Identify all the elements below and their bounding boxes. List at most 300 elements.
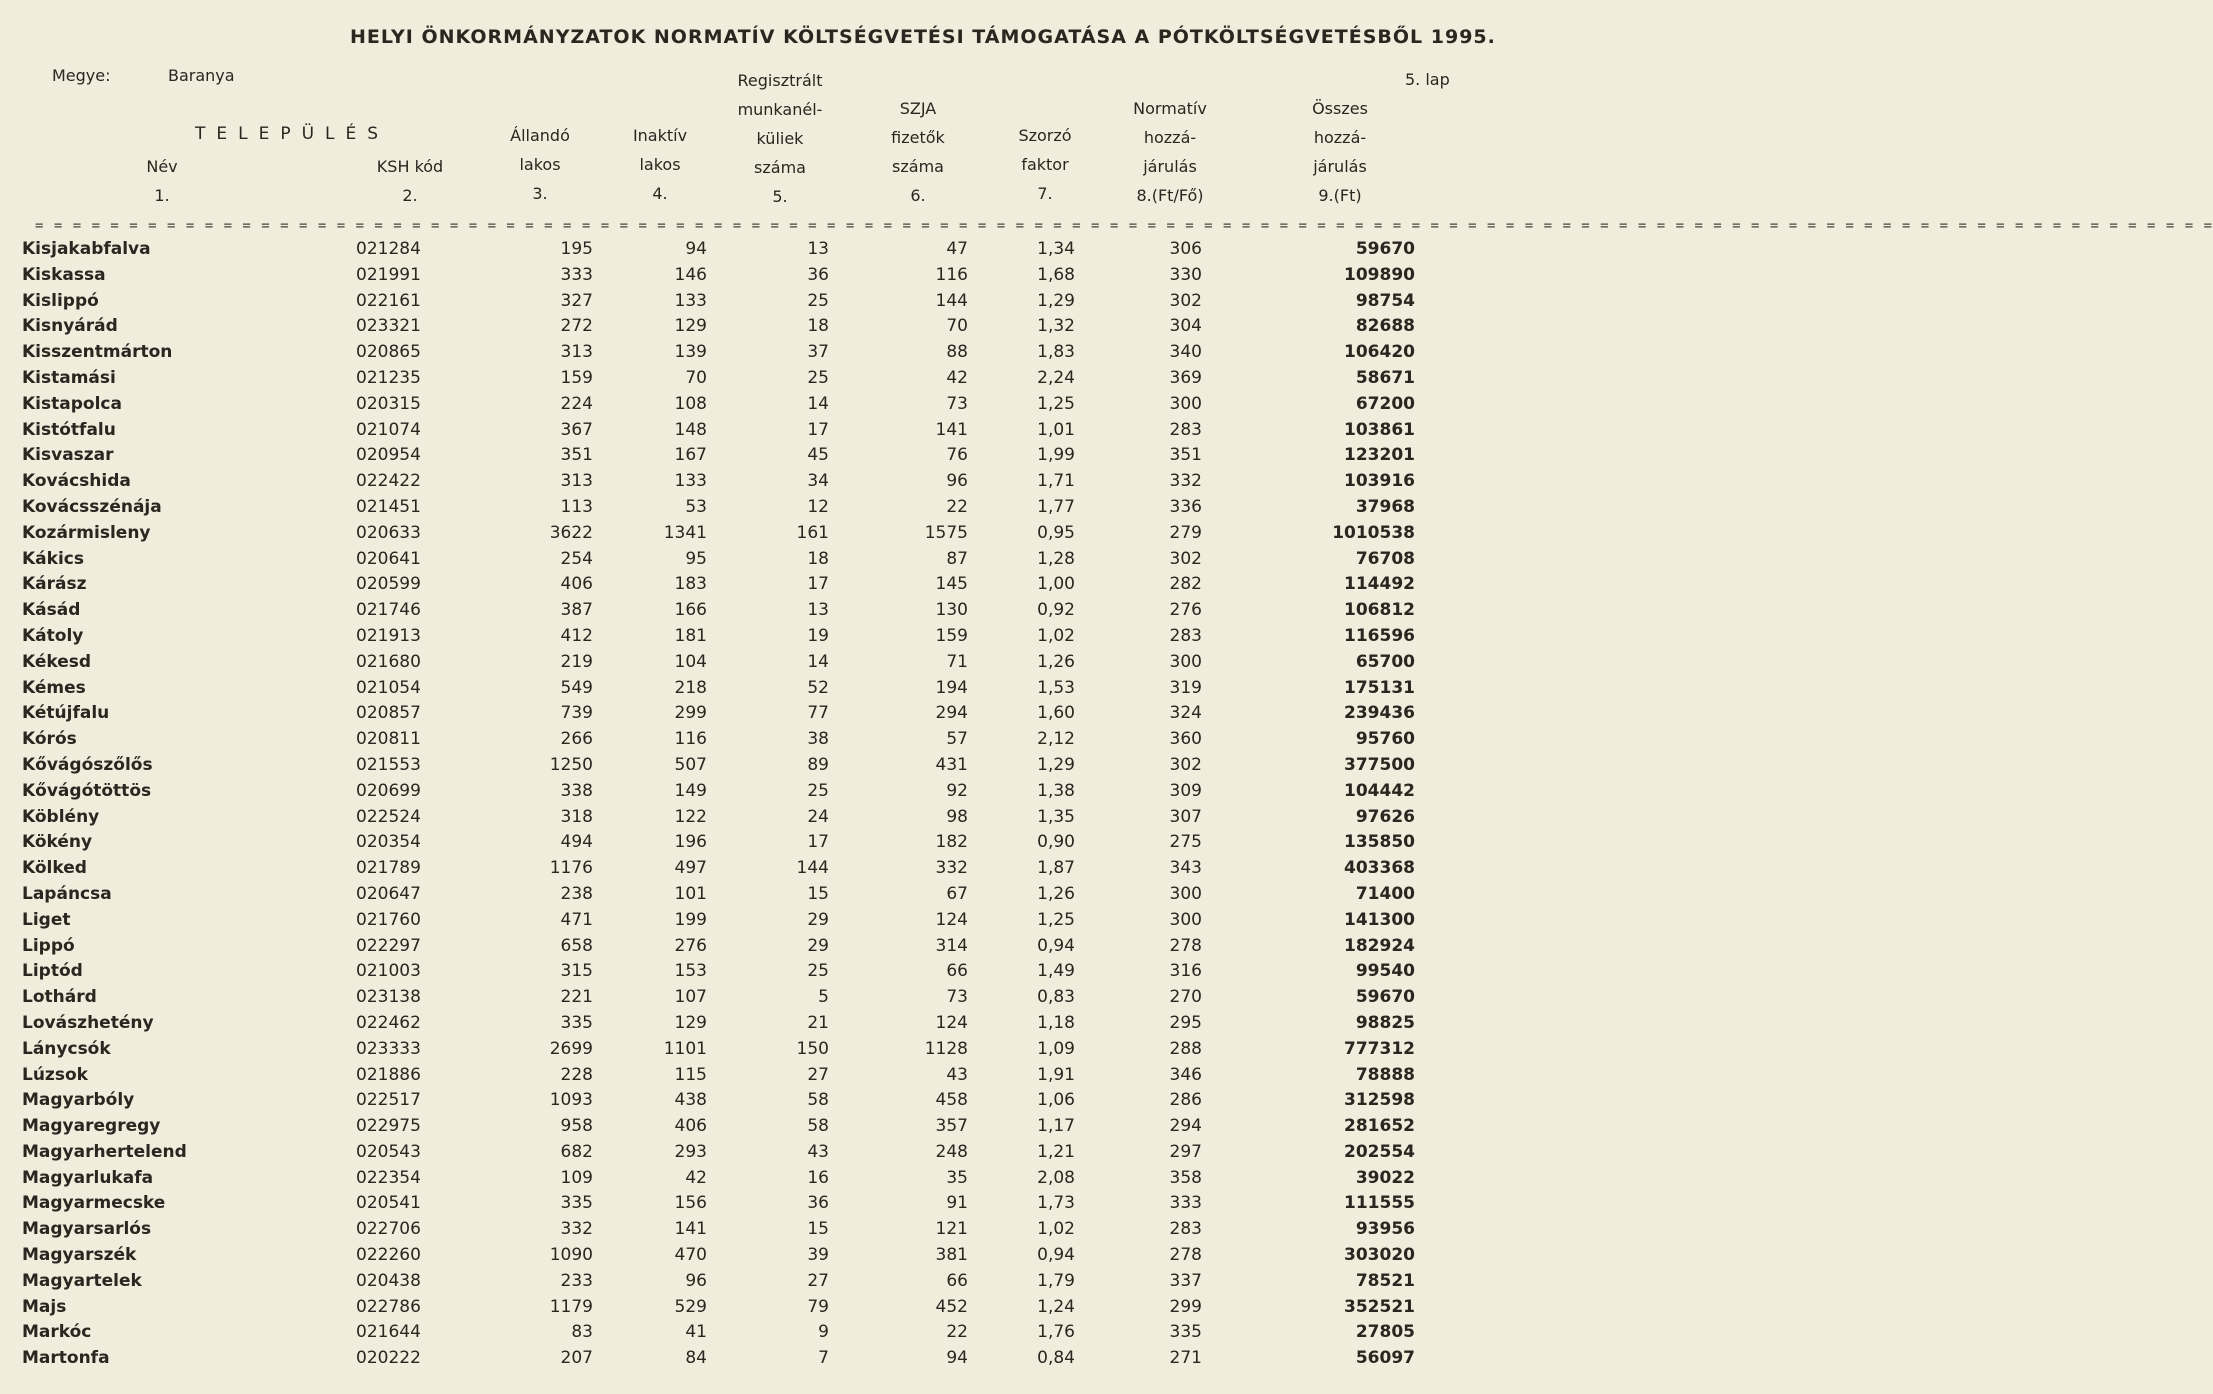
cell-allando: 224: [560, 393, 593, 414]
cell-ksh: 021789: [356, 858, 421, 879]
cell-ksh: 021054: [356, 677, 421, 698]
cell-szorzo: 1,18: [1037, 1012, 1075, 1033]
cell-regisztralt: 36: [807, 1193, 829, 1214]
cell-inaktiv: 276: [674, 935, 707, 956]
cell-szorzo: 1,02: [1037, 1219, 1075, 1240]
cell-osszes: 59670: [1355, 987, 1415, 1008]
cell-ksh: 022517: [356, 1090, 421, 1111]
cell-nev: Lippó: [22, 935, 75, 956]
header-szja: SZJA fizetők száma 6.: [891, 99, 945, 205]
cell-szja: 35: [946, 1167, 968, 1188]
cell-normativ: 340: [1169, 342, 1202, 363]
cell-szja: 22: [946, 496, 968, 517]
cell-szja: 1575: [924, 522, 968, 543]
cell-allando: 219: [560, 651, 593, 672]
cell-nev: Lovászhetény: [22, 1012, 154, 1033]
cell-regisztralt: 77: [807, 703, 829, 724]
cell-inaktiv: 101: [674, 883, 707, 904]
cell-nev: Kővágószőlős: [22, 754, 153, 775]
cell-szja: 452: [935, 1296, 968, 1317]
cell-szja: 73: [946, 393, 968, 414]
cell-szja: 1128: [924, 1038, 968, 1059]
table-row: [0, 597, 1579, 623]
cell-normativ: 360: [1169, 729, 1202, 750]
cell-szja: 71: [946, 651, 968, 672]
header-inaktiv: Inaktív lakos 4.: [632, 126, 688, 203]
cell-regisztralt: 52: [807, 677, 829, 698]
cell-osszes: 93956: [1355, 1219, 1415, 1240]
cell-nev: Kozármisleny: [22, 522, 151, 543]
cell-osszes: 303020: [1344, 1245, 1415, 1266]
cell-szja: 182: [935, 832, 968, 853]
cell-szja: 357: [935, 1116, 968, 1137]
cell-regisztralt: 36: [807, 264, 829, 285]
table-row: [0, 520, 1579, 546]
table-row: [0, 1010, 1579, 1036]
cell-szja: 66: [946, 961, 968, 982]
cell-ksh: 022786: [356, 1296, 421, 1317]
cell-szja: 88: [946, 342, 968, 363]
cell-inaktiv: 149: [674, 780, 707, 801]
cell-regisztralt: 21: [807, 1012, 829, 1033]
cell-ksh: 022422: [356, 471, 421, 492]
table-row: [0, 855, 1579, 881]
cell-regisztralt: 25: [807, 780, 829, 801]
cell-osszes: 104442: [1344, 780, 1415, 801]
table-body: [0, 236, 1579, 1371]
cell-inaktiv: 166: [674, 600, 707, 621]
cell-normativ: 288: [1169, 1038, 1202, 1059]
cell-allando: 412: [560, 625, 593, 646]
cell-ksh: 022975: [356, 1116, 421, 1137]
cell-regisztralt: 17: [807, 574, 829, 595]
cell-normativ: 358: [1169, 1167, 1202, 1188]
cell-szja: 66: [946, 1270, 968, 1291]
cell-ksh: 021451: [356, 496, 421, 517]
cell-regisztralt: 144: [796, 858, 829, 879]
table-row: [0, 881, 1579, 907]
cell-regisztralt: 161: [796, 522, 829, 543]
table-row: [0, 1242, 1579, 1268]
cell-osszes: 281652: [1344, 1116, 1415, 1137]
cell-nev: Kémes: [22, 677, 86, 698]
cell-osszes: 135850: [1344, 832, 1415, 853]
cell-szja: 332: [935, 858, 968, 879]
table-row: [0, 236, 1579, 262]
cell-allando: 406: [560, 574, 593, 595]
cell-ksh: 022354: [356, 1167, 421, 1188]
cell-nev: Kisjakabfalva: [22, 239, 151, 259]
cell-nev: Majs: [22, 1296, 67, 1317]
cell-szja: 87: [946, 548, 968, 569]
cell-osszes: 109890: [1344, 264, 1415, 285]
cell-szorzo: 1,26: [1037, 883, 1075, 904]
cell-normativ: 278: [1169, 935, 1202, 956]
cell-szja: 43: [946, 1064, 968, 1085]
table-row: [0, 1113, 1579, 1139]
cell-ksh: 022462: [356, 1012, 421, 1033]
cell-osszes: 56097: [1355, 1348, 1415, 1369]
cell-regisztralt: 15: [807, 1219, 829, 1240]
cell-ksh: 022524: [356, 806, 421, 827]
cell-ksh: 021074: [356, 419, 421, 440]
cell-normativ: 275: [1169, 832, 1202, 853]
cell-szorzo: 1,28: [1037, 548, 1075, 569]
table-row: [0, 391, 1579, 417]
cell-allando: 387: [560, 600, 593, 621]
cell-regisztralt: 18: [807, 316, 829, 337]
cell-szja: 431: [935, 754, 968, 775]
cell-osszes: 116596: [1344, 625, 1415, 646]
cell-ksh: 021003: [356, 961, 421, 982]
cell-allando: 207: [560, 1348, 593, 1369]
cell-szorzo: 1,29: [1037, 754, 1075, 775]
cell-inaktiv: 406: [674, 1116, 707, 1137]
cell-regisztralt: 45: [807, 445, 829, 466]
cell-ksh: 020857: [356, 703, 421, 724]
cell-nev: Magyarbóly: [22, 1090, 135, 1111]
cell-szja: 67: [946, 883, 968, 904]
cell-szja: 76: [946, 445, 968, 466]
cell-inaktiv: 438: [674, 1090, 707, 1111]
cell-osszes: 67200: [1355, 393, 1415, 414]
cell-regisztralt: 18: [807, 548, 829, 569]
cell-osszes: 78521: [1355, 1270, 1415, 1291]
table-row: [0, 1319, 1579, 1345]
cell-szorzo: 1,01: [1037, 419, 1075, 440]
cell-ksh: 021680: [356, 651, 421, 672]
cell-normativ: 295: [1169, 1012, 1202, 1033]
cell-inaktiv: 497: [674, 858, 707, 879]
cell-allando: 682: [560, 1141, 593, 1162]
cell-regisztralt: 7: [818, 1348, 829, 1369]
cell-allando: 228: [560, 1064, 593, 1085]
cell-ksh: 021760: [356, 909, 421, 930]
cell-osszes: 95760: [1355, 729, 1415, 750]
cell-ksh: 021746: [356, 600, 421, 621]
table-row: [0, 365, 1579, 391]
cell-nev: Liptód: [22, 961, 83, 982]
cell-ksh: 021644: [356, 1322, 421, 1343]
table-row: [0, 494, 1579, 520]
cell-inaktiv: 107: [674, 987, 707, 1008]
cell-szja: 47: [946, 239, 968, 259]
cell-normativ: 302: [1169, 548, 1202, 569]
cell-ksh: 022706: [356, 1219, 421, 1240]
cell-szorzo: 0,92: [1037, 600, 1075, 621]
cell-regisztralt: 14: [807, 651, 829, 672]
cell-inaktiv: 507: [674, 754, 707, 775]
cell-nev: Magyartelek: [22, 1270, 142, 1291]
cell-nev: Liget: [22, 909, 71, 930]
table-row: [0, 1087, 1579, 1113]
cell-osszes: 97626: [1355, 806, 1415, 827]
cell-allando: 221: [560, 987, 593, 1008]
cell-normativ: 309: [1169, 780, 1202, 801]
table-row: [0, 571, 1579, 597]
cell-normativ: 297: [1169, 1141, 1202, 1162]
cell-osszes: 175131: [1344, 677, 1415, 698]
cell-normativ: 279: [1169, 522, 1202, 543]
cell-szorzo: 0,84: [1037, 1348, 1075, 1369]
cell-nev: Lothárd: [22, 987, 97, 1008]
cell-normativ: 333: [1169, 1193, 1202, 1214]
cell-regisztralt: 58: [807, 1116, 829, 1137]
cell-regisztralt: 9: [818, 1322, 829, 1343]
cell-normativ: 369: [1169, 367, 1202, 388]
cell-szorzo: 0,83: [1037, 987, 1075, 1008]
cell-ksh: 020543: [356, 1141, 421, 1162]
cell-szja: 94: [946, 1348, 968, 1369]
cell-szja: 159: [935, 625, 968, 646]
cell-nev: Magyaregregy: [22, 1116, 161, 1137]
cell-ksh: 020541: [356, 1193, 421, 1214]
header-nev: Név 1.: [146, 157, 178, 205]
table-row: [0, 442, 1579, 468]
cell-szorzo: 1,99: [1037, 445, 1075, 466]
cell-normativ: 294: [1169, 1116, 1202, 1137]
cell-regisztralt: 25: [807, 961, 829, 982]
cell-nev: Kovácsszénája: [22, 496, 162, 517]
cell-nev: Kökény: [22, 832, 93, 853]
cell-allando: 254: [560, 548, 593, 569]
cell-szja: 42: [946, 367, 968, 388]
cell-szja: 458: [935, 1090, 968, 1111]
cell-osszes: 312598: [1344, 1090, 1415, 1111]
cell-osszes: 352521: [1344, 1296, 1415, 1317]
cell-allando: 159: [560, 367, 593, 388]
cell-nev: Kiskassa: [22, 264, 106, 285]
header-normativ: Normatív hozzá- járulás 8.(Ft/Fő): [1133, 99, 1207, 205]
cell-allando: 109: [560, 1167, 593, 1188]
cell-inaktiv: 53: [685, 496, 707, 517]
cell-osszes: 377500: [1344, 754, 1415, 775]
cell-normativ: 335: [1169, 1322, 1202, 1343]
cell-normativ: 283: [1169, 1219, 1202, 1240]
table-row: [0, 1345, 1579, 1371]
cell-szja: 91: [946, 1193, 968, 1214]
cell-allando: 335: [560, 1012, 593, 1033]
cell-ksh: 020865: [356, 342, 421, 363]
cell-allando: 2699: [549, 1038, 593, 1059]
cell-osszes: 114492: [1344, 574, 1415, 595]
header-szorzo: Szorzó faktor 7.: [1018, 126, 1072, 203]
cell-normativ: 316: [1169, 961, 1202, 982]
cell-regisztralt: 29: [807, 909, 829, 930]
cell-szorzo: 1,26: [1037, 651, 1075, 672]
cell-inaktiv: 299: [674, 703, 707, 724]
cell-nev: Kátoly: [22, 625, 84, 646]
cell-ksh: 020354: [356, 832, 421, 853]
cell-szja: 98: [946, 806, 968, 827]
cell-inaktiv: 199: [674, 909, 707, 930]
cell-ksh: 020222: [356, 1348, 421, 1369]
table-row: [0, 1268, 1579, 1294]
cell-inaktiv: 94: [685, 239, 707, 259]
cell-allando: 494: [560, 832, 593, 853]
cell-allando: 195: [560, 239, 593, 259]
header-osszes: Összes hozzá- járulás 9.(Ft): [1312, 99, 1368, 205]
cell-regisztralt: 24: [807, 806, 829, 827]
cell-allando: 266: [560, 729, 593, 750]
cell-allando: 83: [571, 1322, 593, 1343]
cell-inaktiv: 1341: [663, 522, 707, 543]
cell-regisztralt: 37: [807, 342, 829, 363]
cell-allando: 313: [560, 471, 593, 492]
cell-allando: 333: [560, 264, 593, 285]
cell-normativ: 300: [1169, 909, 1202, 930]
cell-inaktiv: 181: [674, 625, 707, 646]
cell-ksh: 021886: [356, 1064, 421, 1085]
cell-szja: 130: [935, 600, 968, 621]
cell-ksh: 023321: [356, 316, 421, 337]
cell-inaktiv: 293: [674, 1141, 707, 1162]
cell-inaktiv: 42: [685, 1167, 707, 1188]
cell-allando: 3622: [549, 522, 593, 543]
header-ksh: KSH kód 2.: [376, 157, 444, 205]
cell-ksh: 020641: [356, 548, 421, 569]
cell-normativ: 346: [1169, 1064, 1202, 1085]
cell-szja: 141: [935, 419, 968, 440]
table-row: [0, 958, 1579, 984]
cell-regisztralt: 150: [796, 1038, 829, 1059]
cell-allando: 1176: [549, 858, 593, 879]
cell-szja: 144: [935, 290, 968, 311]
cell-inaktiv: 153: [674, 961, 707, 982]
cell-osszes: 59670: [1355, 239, 1415, 259]
cell-osszes: 27805: [1355, 1322, 1415, 1343]
cell-inaktiv: 146: [674, 264, 707, 285]
cell-inaktiv: 95: [685, 548, 707, 569]
cell-nev: Kárász: [22, 574, 87, 595]
cell-szorzo: 0,90: [1037, 832, 1075, 853]
cell-regisztralt: 38: [807, 729, 829, 750]
cell-szorzo: 1,68: [1037, 264, 1075, 285]
cell-szorzo: 1,38: [1037, 780, 1075, 801]
cell-allando: 332: [560, 1219, 593, 1240]
cell-allando: 315: [560, 961, 593, 982]
cell-inaktiv: 133: [674, 471, 707, 492]
cell-normativ: 278: [1169, 1245, 1202, 1266]
cell-osszes: 37968: [1355, 496, 1415, 517]
cell-regisztralt: 5: [818, 987, 829, 1008]
table-row: [0, 1190, 1579, 1216]
cell-szja: 121: [935, 1219, 968, 1240]
cell-regisztralt: 13: [807, 600, 829, 621]
cell-normativ: 270: [1169, 987, 1202, 1008]
cell-szorzo: 1,06: [1037, 1090, 1075, 1111]
table-row: [0, 752, 1579, 778]
cell-allando: 318: [560, 806, 593, 827]
cell-ksh: 023138: [356, 987, 421, 1008]
cell-allando: 958: [560, 1116, 593, 1137]
cell-allando: 1250: [549, 754, 593, 775]
cell-osszes: 106812: [1344, 600, 1415, 621]
cell-normativ: 276: [1169, 600, 1202, 621]
cell-regisztralt: 13: [807, 239, 829, 259]
cell-normativ: 330: [1169, 264, 1202, 285]
cell-nev: Kásád: [22, 600, 81, 621]
cell-nev: Kistapolca: [22, 393, 122, 414]
cell-allando: 113: [560, 496, 593, 517]
cell-inaktiv: 129: [674, 1012, 707, 1033]
page-title: HELYI ÖNKORMÁNYZATOK NORMATÍV KÖLTSÉGVETÉSI TÁMOGATÁSA A PÓTKÖLTSÉGVETÉSBŐL 1995.: [350, 26, 1496, 48]
cell-nev: Köblény: [22, 806, 100, 827]
cell-osszes: 99540: [1355, 961, 1415, 982]
cell-nev: Kékesd: [22, 651, 92, 672]
cell-ksh: 020647: [356, 883, 421, 904]
cell-szorzo: 2,24: [1037, 367, 1075, 388]
cell-szorzo: 1,25: [1037, 909, 1075, 930]
cell-inaktiv: 196: [674, 832, 707, 853]
cell-normativ: 319: [1169, 677, 1202, 698]
cell-nev: Magyarszék: [22, 1245, 137, 1266]
cell-inaktiv: 470: [674, 1245, 707, 1266]
table-row: [0, 417, 1579, 443]
group-header-telepules: TELEPÜLÉS: [195, 124, 390, 144]
table-row: [0, 675, 1579, 701]
cell-szorzo: 1,73: [1037, 1193, 1075, 1214]
cell-allando: 233: [560, 1270, 593, 1291]
cell-inaktiv: 139: [674, 342, 707, 363]
cell-ksh: 020599: [356, 574, 421, 595]
cell-inaktiv: 84: [685, 1348, 707, 1369]
cell-ksh: 020315: [356, 393, 421, 414]
table-row: [0, 1062, 1579, 1088]
cell-nev: Magyarmecske: [22, 1193, 166, 1214]
cell-ksh: 021553: [356, 754, 421, 775]
cell-inaktiv: 70: [685, 367, 707, 388]
cell-nev: Kisvaszar: [22, 445, 114, 466]
cell-inaktiv: 218: [674, 677, 707, 698]
cell-nev: Kölked: [22, 858, 87, 879]
cell-ksh: 020438: [356, 1270, 421, 1291]
table-row: [0, 288, 1579, 314]
cell-osszes: 123201: [1344, 445, 1415, 466]
cell-szorzo: 1,35: [1037, 806, 1075, 827]
cell-osszes: 182924: [1344, 935, 1415, 956]
cell-ksh: 020954: [356, 445, 421, 466]
cell-ksh: 020633: [356, 522, 421, 543]
cell-szorzo: 1,49: [1037, 961, 1075, 982]
cell-normativ: 351: [1169, 445, 1202, 466]
cell-szorzo: 1,71: [1037, 471, 1075, 492]
cell-regisztralt: 25: [807, 367, 829, 388]
cell-regisztralt: 79: [807, 1296, 829, 1317]
cell-normativ: 286: [1169, 1090, 1202, 1111]
cell-regisztralt: 17: [807, 832, 829, 853]
cell-osszes: 58671: [1355, 367, 1415, 388]
cell-szorzo: 1,24: [1037, 1296, 1075, 1317]
cell-allando: 549: [560, 677, 593, 698]
cell-normativ: 282: [1169, 574, 1202, 595]
cell-normativ: 299: [1169, 1296, 1202, 1317]
cell-regisztralt: 89: [807, 754, 829, 775]
cell-osszes: 76708: [1355, 548, 1415, 569]
table-row: [0, 933, 1579, 959]
cell-nev: Magyarhertelend: [22, 1141, 187, 1162]
megye-value: Baranya: [168, 66, 235, 85]
cell-regisztralt: 12: [807, 496, 829, 517]
cell-szja: 124: [935, 909, 968, 930]
cell-allando: 327: [560, 290, 593, 311]
cell-regisztralt: 15: [807, 883, 829, 904]
cell-normativ: 324: [1169, 703, 1202, 724]
cell-osszes: 71400: [1355, 883, 1415, 904]
cell-ksh: 022260: [356, 1245, 421, 1266]
cell-inaktiv: 529: [674, 1296, 707, 1317]
cell-szorzo: 0,94: [1037, 935, 1075, 956]
